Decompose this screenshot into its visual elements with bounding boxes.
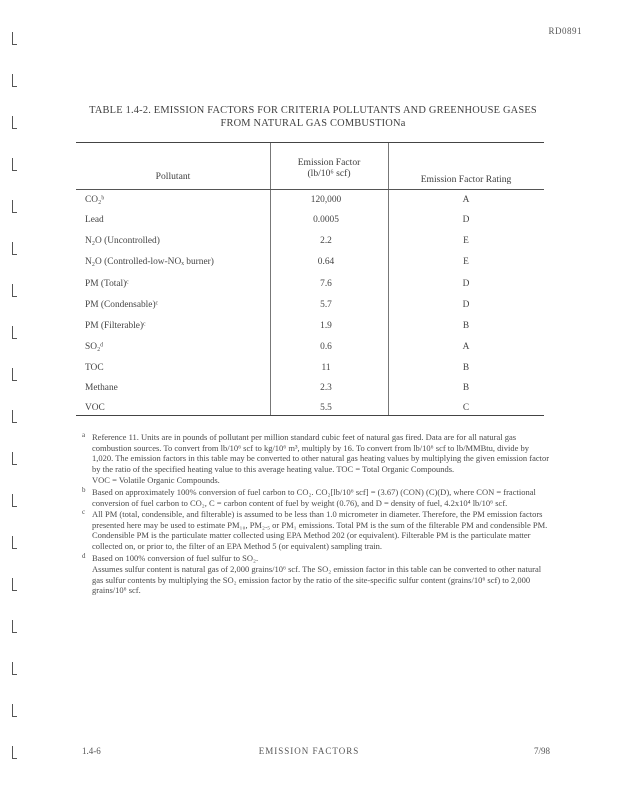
binding-mark xyxy=(12,452,17,465)
binding-mark xyxy=(12,578,17,591)
table-row xyxy=(76,231,544,254)
cell-pollutant: TOC xyxy=(85,363,104,373)
cell-factor: 120,000 xyxy=(310,195,342,205)
table-row xyxy=(76,398,544,421)
header-emission-factor-line2: (lb/10⁶ scf) xyxy=(307,168,351,179)
table-row xyxy=(76,274,544,297)
binding-mark xyxy=(12,536,17,549)
binding-mark xyxy=(12,74,17,87)
cell-factor: 11 xyxy=(321,363,331,373)
table-header xyxy=(76,143,544,190)
table-title xyxy=(78,104,548,130)
footnote-text: Based on 100% conversion of fuel sulfur to SO₂. xyxy=(92,552,259,563)
table-title-line1: TABLE 1.4-2. EMISSION FACTORS FOR CRITERIA POLLUTANTS AND GREENHOUSE GASES xyxy=(89,105,537,116)
binding-mark xyxy=(12,746,17,759)
footnote-text: Assumes sulfur content is natural gas of 2,000 grains/10⁶ scf. The SO₂ emission factor in this table can be converted to other natural gas sulfur contents by multiplying the SO₂ emission factor by the ratio of the site-specific sulfur content (grains/10⁶ scf) to 2,000 grains/10⁶ scf. xyxy=(92,564,542,596)
cell-rating: B xyxy=(462,321,470,331)
footnote xyxy=(82,553,550,564)
footnote xyxy=(82,432,550,474)
cell-rating: A xyxy=(462,195,470,205)
binding-mark xyxy=(12,284,17,297)
cell-pollutant: Lead xyxy=(85,215,104,225)
table-row xyxy=(76,295,544,318)
footnote xyxy=(82,509,550,551)
table-row xyxy=(76,316,544,339)
footnote-mark: b xyxy=(82,485,86,494)
cell-pollutant: PM (Condensable)ᶜ xyxy=(85,300,158,310)
cell-pollutant: Methane xyxy=(85,383,118,393)
footer-date: 7/98 xyxy=(533,746,550,756)
cell-rating: C xyxy=(462,403,470,413)
cell-pollutant: PM (Total)ᶜ xyxy=(85,279,129,289)
footnote-mark: c xyxy=(82,508,86,517)
cell-factor: 2.2 xyxy=(320,236,332,246)
cell-pollutant: PM (Filterable)ᶜ xyxy=(85,321,146,331)
binding-mark xyxy=(12,326,17,339)
footnote-text: Reference 11. Units are in pounds of pollutant per million standard cubic feet of natural gas fired. Data are for all natural gas combustion sources. To convert from lb/10⁶ scf to kg/10⁶ m³, multiply by 16. To convert from lb/10⁶ scf to lb/MMBtu, divide by 1,020. The emission factors in this table may be converted to other natural gas heating values by multiplying the given emission factor by the ratio of the specified heating value to this average heating value. TOC = Total Organic Compounds. xyxy=(92,432,550,474)
binding-mark xyxy=(12,662,17,675)
binding-mark xyxy=(12,158,17,171)
page-id: RD0891 xyxy=(548,26,582,36)
header-rating: Emission Factor Rating xyxy=(420,174,512,185)
cell-pollutant: VOC xyxy=(85,403,105,413)
cell-pollutant: SO₂ᵈ xyxy=(85,342,104,352)
table-row xyxy=(76,210,544,233)
cell-pollutant: CO₂ᵇ xyxy=(85,195,105,205)
table-row xyxy=(76,252,544,275)
header-emission-factor xyxy=(270,157,388,179)
cell-rating: E xyxy=(463,257,469,267)
binding-mark xyxy=(12,116,17,129)
binding-mark xyxy=(12,200,17,213)
footnote-text: VOC = Volatile Organic Compounds. xyxy=(92,475,220,486)
binding-mark xyxy=(12,368,17,381)
footnote xyxy=(82,564,550,596)
cell-factor: 0.6 xyxy=(320,342,332,352)
cell-rating: E xyxy=(463,236,469,246)
footnote-text: Based on approximately 100% conversion of fuel carbon to CO₂. CO₂[lb/10⁶ scf] = (3.67) (CON) (C)(D), where CON = fractional conversion of fuel carbon to CO₂, C = carbon content of fuel by weight (0.76), and D = density of fuel, 4.2x10⁴ lb/10⁶ scf. xyxy=(92,486,536,508)
cell-rating: B xyxy=(462,383,470,393)
footnote xyxy=(82,487,550,508)
binding-mark xyxy=(12,494,17,507)
binding-mark xyxy=(12,620,17,633)
cell-factor: 0.64 xyxy=(317,257,335,267)
cell-factor: 0.0005 xyxy=(313,215,339,225)
table-title-line2: FROM NATURAL GAS COMBUSTIONa xyxy=(220,118,406,129)
header-pollutant: Pollutant xyxy=(155,171,191,182)
binding-mark xyxy=(12,410,17,423)
footer-center-title: EMISSION FACTORS xyxy=(258,746,360,756)
cell-pollutant: N₂O (Uncontrolled) xyxy=(85,236,160,246)
footnotes xyxy=(82,432,550,597)
footer-page-number: 1.4-6 xyxy=(82,746,101,756)
footnote-text: All PM (total, condensible, and filterable) is assumed to be less than 1.0 micrometer in diameter. Therefore, the PM emission factors presented here may be used to estimate PM₁₀, PM₂.₅ or PM₁ emissions. Total PM is the sum of the filterable PM and condensible PM. Condensible PM is the particulate matter collected using EPA Method 202 (or equivalent). Filterable PM is the particulate matter collected on, or prior to, the filter of an EPA Method 5 (or equivalent) sampling train. xyxy=(92,509,548,551)
binding-mark xyxy=(12,704,17,717)
binding-mark xyxy=(12,242,17,255)
cell-rating: B xyxy=(462,363,470,373)
footnote-mark: d xyxy=(82,551,86,560)
cell-rating: D xyxy=(462,279,470,289)
footnote-mark: a xyxy=(82,431,86,439)
footnote xyxy=(82,475,550,486)
cell-factor: 5.7 xyxy=(320,300,332,310)
cell-factor: 5.5 xyxy=(320,403,332,413)
cell-rating: D xyxy=(462,300,470,310)
cell-factor: 2.3 xyxy=(320,383,332,393)
cell-rating: A xyxy=(462,342,470,352)
table-row xyxy=(76,337,544,360)
header-emission-factor-line1: Emission Factor xyxy=(297,157,361,168)
cell-factor: 7.6 xyxy=(320,279,332,289)
cell-factor: 1.9 xyxy=(320,321,332,331)
emission-factors-table xyxy=(76,142,544,416)
cell-pollutant: N₂O (Controlled-low-NOₓ burner) xyxy=(85,257,214,267)
binding-mark xyxy=(12,32,17,45)
cell-rating: D xyxy=(462,215,470,225)
